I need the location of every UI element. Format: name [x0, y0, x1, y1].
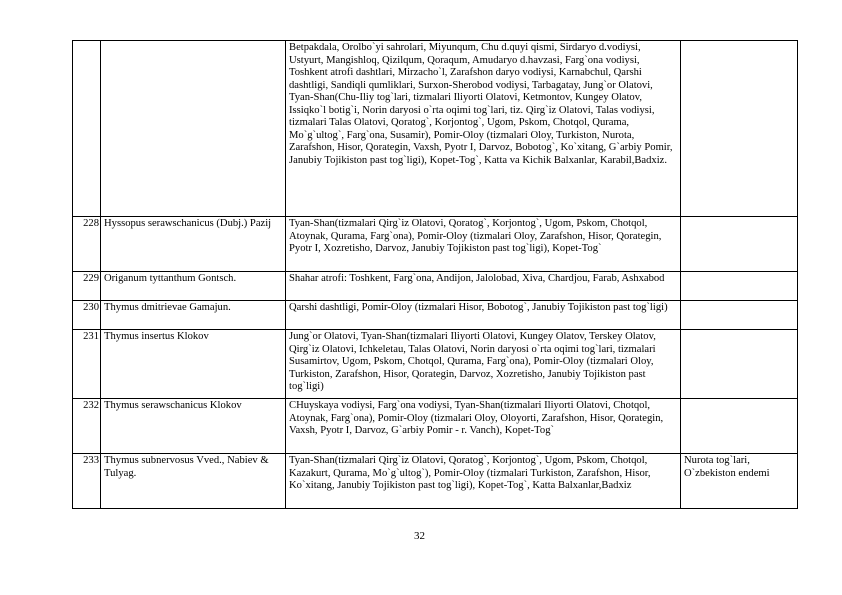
distribution-range: Betpakdala, Orolbo`yi sahrolari, Miyunqum, Chu d.quyi qismi, Sirdaryo d.vodiysi, Ustyurt, Mangishloq, Qizilqum, Qoraqum, Amudaryo d.havzasi, Farg`ona vodiysi, Toshkent atrofi dashtlari, Mirzacho`l, Zarafshon daryo vodiysi, Karnabchul, Qarshi dashtligi, Sandiqli qumliklari, Surxon-Sherobod vodiysi, Tarbagatay, Jung`or Olatovi, Tyan-Shan(Chu-Iliy tog`lari, tizmalari Iliyorti Olatovi, Ketmontov, Kungey Olatov, Issiqko`l botig`i, Norin daryosi o`rta oqimi tog`lari, tiz. Qirg`iz Olatovi, Talas vodiysi, tizmalari Talas Olatovi, Qoratog`, Korjontog`, Ugom, Pskom, Chotqol, Qurama, Mo`g`ultog`, Farg`ona, Susamir), Pomir-Oloy (tizmalari Oloy, Turkiston, Nurota, Zarafshon, Hisor, Qorategin, Vaxsh, Pyotr I, Darvoz, Bobotog`, Ko`xitang, G`arbiy Pomir, Janubiy Tojikiston past tog`ligi), Kopet-Tog`, Katta va Kichik Balxanlar, Karabil,Badxiz. [286, 41, 681, 217]
row-number [73, 41, 101, 217]
species-distribution-table [72, 40, 798, 509]
species-name [101, 41, 286, 217]
row-number: 228 [73, 217, 101, 272]
row-note [681, 272, 798, 301]
row-note [681, 217, 798, 272]
species-name: Thymus subnervosus Vved., Nabiev & Tulyag. [101, 454, 286, 509]
distribution-range: Shahar atrofi: Toshkent, Farg`ona, Andijon, Jalolobad, Xiva, Chardjou, Farab, Ashxabod [286, 272, 681, 301]
distribution-range: Tyan-Shan(tizmalari Qirg`iz Olatovi, Qoratog`, Korjontog`, Ugom, Pskom, Chotqol, Atoynak, Qurama, Farg`ona), Pomir-Oloy (tizmalari Oloy, Zarafshon, Hisor, Qorategin, Pyotr I, Xozretisho, Darvoz, Janubiy Tojikiston past tog`ligi), Kopet-Tog` [286, 217, 681, 272]
species-name: Origanum tyttanthum Gontsch. [101, 272, 286, 301]
row-note [681, 399, 798, 454]
table-row [73, 301, 798, 330]
species-name: Thymus insertus Klokov [101, 330, 286, 399]
table-row [73, 330, 798, 399]
species-name: Thymus dmitrievae Gamajun. [101, 301, 286, 330]
table-row [73, 272, 798, 301]
row-note [681, 41, 798, 217]
distribution-range: CHuyskaya vodiysi, Farg`ona vodiysi, Tyan-Shan(tizmalari Iliyorti Olatovi, Chotqol, Atoynak, Farg`ona), Pomir-Oloy (tizmalari Oloy, Oloyorti, Zarafshon, Hisor, Qorategin, Vaxsh, Pyotr I, Darvoz, G`arbiy Pomir - r. Vanch), Kopet-Tog` [286, 399, 681, 454]
distribution-range: Qarshi dashtligi, Pomir-Oloy (tizmalari Hisor, Bobotog`, Janubiy Tojikiston past tog`ligi) [286, 301, 681, 330]
species-name: Thymus serawschanicus Klokov [101, 399, 286, 454]
row-note [681, 301, 798, 330]
distribution-range: Tyan-Shan(tizmalari Qirg`iz Olatovi, Qoratog`, Korjontog`, Ugom, Pskom, Chotqol, Kazakurt, Qurama, Mo`g`ultog`), Pomir-Oloy (tizmalari Turkiston, Zarafshon, Hisor, Ko`xitang, Janubiy Tojikiston past tog`ligi), Kopet-Tog`, Katta Balxanlar,Badxiz [286, 454, 681, 509]
species-name: Hyssopus serawschanicus (Dubj.) Pazij [101, 217, 286, 272]
row-number: 229 [73, 272, 101, 301]
table-row [73, 217, 798, 272]
row-number: 232 [73, 399, 101, 454]
row-number: 230 [73, 301, 101, 330]
row-note: Nurota tog`lari, O`zbekiston endemi [681, 454, 798, 509]
distribution-range: Jung`or Olatovi, Tyan-Shan(tizmalari Iliyorti Olatovi, Kungey Olatov, Terskey Olatov, Qirg`iz Olatovi, Ichkeletau, Talas Olatovi, Norin daryosi o`rta oqimi tog`lari, tizmalari Susamirtov, Ugom, Pskom, Chotqol, Qurama, Farg`ona), Pomir-Oloy (tizmalari Oloy, Turkiston, Zarafshon, Hisor, Qorategin, Darvoz, Xozretisho, Janubiy Tojikiston past tog`ligi) [286, 330, 681, 399]
table-row [73, 454, 798, 509]
page-number: 32 [414, 530, 425, 542]
table-row [73, 399, 798, 454]
row-number: 233 [73, 454, 101, 509]
row-number: 231 [73, 330, 101, 399]
table-row [73, 41, 798, 217]
row-note [681, 330, 798, 399]
